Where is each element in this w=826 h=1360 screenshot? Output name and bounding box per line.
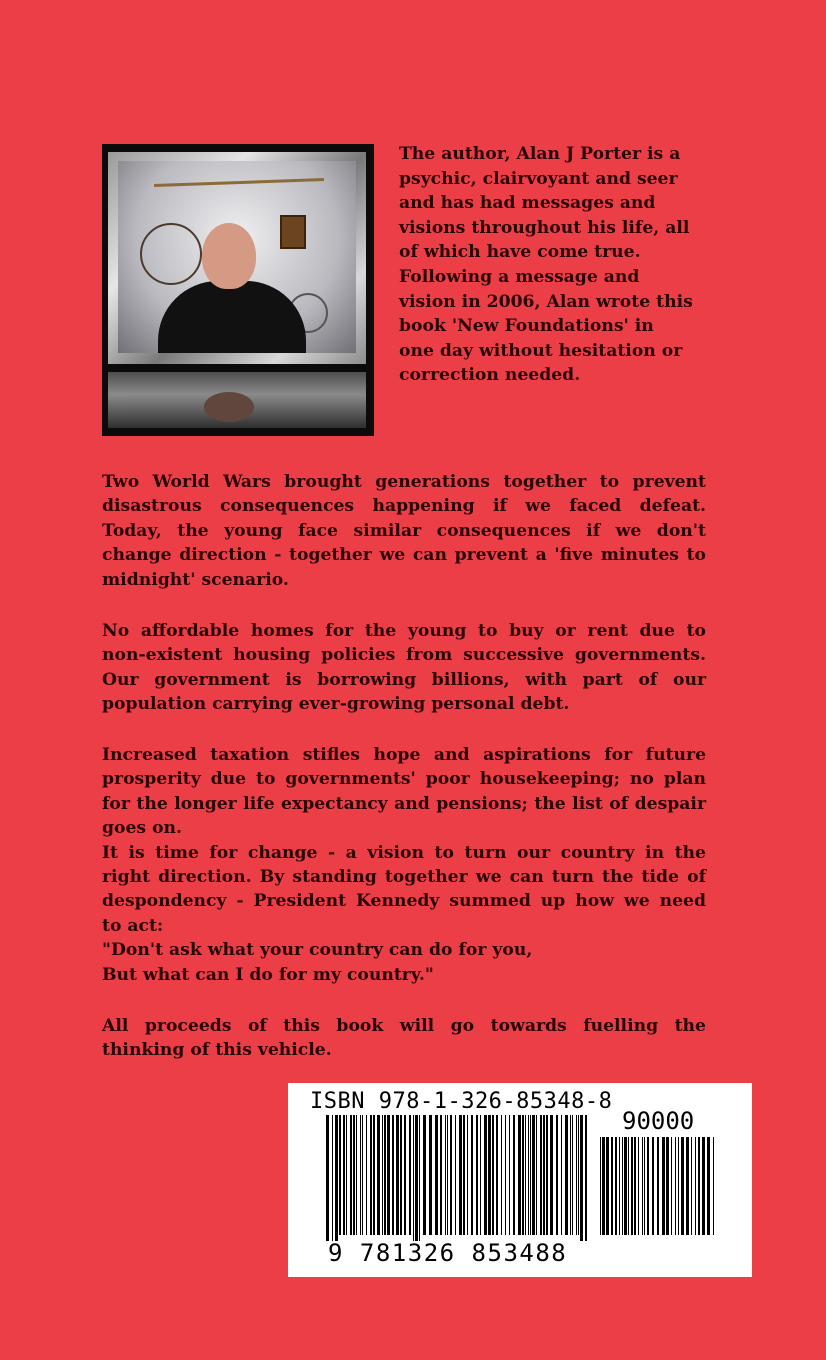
barcode-bar (686, 1137, 689, 1235)
barcode-bar (691, 1137, 692, 1235)
paragraph-housing (102, 619, 706, 717)
barcode-bar (578, 1115, 579, 1235)
barcode-bar (370, 1115, 372, 1235)
barcode-bar (429, 1115, 432, 1235)
barcode-bar (707, 1137, 710, 1235)
barcode-bar (501, 1115, 502, 1235)
barcode-bar (572, 1115, 573, 1235)
barcode-bar (565, 1115, 568, 1235)
barcode-bar (459, 1115, 462, 1235)
barcode-bar (561, 1115, 562, 1235)
barcode-bar (409, 1115, 411, 1235)
barcode-bar (360, 1115, 361, 1235)
barcode-bar (343, 1115, 345, 1235)
text-line: Our government is borrowing billions, with part of our (102, 669, 706, 690)
barcode-bar (404, 1115, 406, 1235)
barcode-bar (576, 1115, 577, 1235)
photo-scene (118, 161, 356, 353)
barcode-bar (518, 1115, 521, 1235)
author-head (202, 223, 256, 289)
barcode-bar (647, 1137, 649, 1235)
barcode-bar (556, 1115, 558, 1235)
barcode-bar (440, 1115, 442, 1235)
barcode-bar (634, 1137, 636, 1235)
barcode-bar (611, 1137, 613, 1235)
barcode-bar (356, 1115, 357, 1235)
barcode-bar (631, 1137, 633, 1235)
barcode-bar (638, 1137, 639, 1235)
barcode-bar (471, 1115, 473, 1235)
barcode-bar (396, 1115, 399, 1235)
ean-barcode-bars (326, 1115, 588, 1241)
text-line: goes on. (102, 818, 183, 839)
barcode-bar (346, 1115, 347, 1235)
barcode-bar (353, 1115, 355, 1235)
quote-line: But what can I do for my country." (102, 964, 434, 985)
author-bio: The author, Alan J Porter is a psychic, clairvoyant and seer and has had messages and visions throughout his life, all of which have come true. Following a message and vision in 2006, Alan wrote this book 'New Foundations' in one day without hesitation or correction needed. (399, 144, 693, 386)
price-code: 90000 (622, 1107, 695, 1135)
paragraph-world-wars (102, 470, 706, 592)
barcode-bar (536, 1115, 537, 1235)
barcode-bar (450, 1115, 452, 1235)
barcode-bar (332, 1115, 333, 1241)
barcode-bar (624, 1137, 627, 1235)
reflection-head (204, 392, 254, 422)
barcode-bar (339, 1115, 341, 1235)
text-line: disastrous consequences happening if we faced defeat. (102, 496, 706, 517)
barcode-bar (400, 1115, 402, 1235)
barcode-bar (615, 1137, 617, 1235)
text-line: Today, the young face similar consequences if we don't (102, 520, 706, 541)
barcode-bar (326, 1115, 329, 1241)
barcode-bar (525, 1115, 526, 1235)
barcode-bar (423, 1115, 426, 1235)
barcode-bar (415, 1115, 418, 1241)
barcode-bar (702, 1137, 705, 1235)
barcode-bar (445, 1115, 446, 1235)
barcode-bar (463, 1115, 465, 1235)
barcode-bar (622, 1137, 623, 1235)
text-line: Increased taxation stifles hope and aspirations for future (102, 745, 706, 765)
wall-picture (280, 215, 306, 249)
barcode-bar (528, 1115, 529, 1235)
isbn-barcode (288, 1083, 752, 1277)
barcode-bar (492, 1115, 494, 1235)
barcode-bar (543, 1115, 545, 1235)
text-line: population carrying ever-growing personal debt. (102, 694, 570, 715)
barcode-bar (713, 1137, 714, 1235)
barcode-bar (435, 1115, 438, 1235)
isbn-label: ISBN 978-1-326-85348-8 (310, 1089, 613, 1114)
barcode-bar (602, 1137, 605, 1235)
barcode-bar (496, 1115, 498, 1235)
barcode-bar (550, 1115, 553, 1235)
barcode-bar (657, 1137, 659, 1235)
text-line: for the longer life expectancy and pensions; the list of despair (102, 793, 706, 814)
barcode-bar (570, 1115, 571, 1235)
barcode-bar (585, 1115, 587, 1241)
barcode-bar (662, 1137, 665, 1235)
quote-line: "Don't ask what your country can do for you, (102, 940, 533, 961)
text-line: midnight' scenario. (102, 569, 289, 590)
barcode-bar (644, 1137, 645, 1235)
barcode-bar (350, 1115, 352, 1235)
barcode-bar (377, 1115, 380, 1235)
barcode-bar (530, 1115, 531, 1235)
barcode-bar (546, 1115, 548, 1235)
barcode-bar (695, 1137, 696, 1235)
barcode-bar (532, 1115, 535, 1235)
barcode-bar (476, 1115, 478, 1235)
author-photo (102, 144, 374, 436)
barcode-bar (484, 1115, 487, 1235)
barcode-bar (540, 1115, 542, 1235)
text-line: It is time for change - a vision to turn our country in the (102, 842, 706, 863)
text-line: despondency - President Kennedy summed up how we need (102, 891, 706, 912)
barcode-bar (455, 1115, 456, 1235)
barcode-bar (580, 1115, 583, 1241)
paragraph-proceeds (102, 1014, 706, 1063)
barcode-bar (384, 1115, 386, 1235)
barcode-bar (362, 1115, 363, 1235)
text-line: change direction - together we can prevent a 'five minutes to (102, 545, 706, 566)
text-line: prosperity due to governments' poor housekeeping; no plan (102, 769, 706, 790)
barcode-bar (671, 1137, 672, 1235)
barcode-bar (606, 1137, 609, 1235)
paragraph-taxation (102, 743, 706, 987)
barcode-bar (467, 1115, 468, 1235)
photo-frame (108, 152, 366, 364)
barcode-bar (488, 1115, 491, 1235)
barcode-bar (678, 1137, 679, 1235)
barcode-bar (419, 1115, 420, 1241)
text-line: Two World Wars brought generations together to prevent (102, 472, 706, 492)
text-line: to act: (102, 915, 164, 936)
dreamcatcher (140, 223, 202, 285)
text-line: right direction. By standing together we can turn the tide of (102, 867, 706, 888)
barcode-bar (642, 1137, 643, 1235)
barcode-bar (480, 1115, 481, 1235)
barcode-bar (619, 1137, 620, 1235)
text-line: non-existent housing policies from successive governments. (102, 645, 706, 666)
barcode-bar (652, 1137, 654, 1235)
barcode-bar (628, 1137, 629, 1235)
barcode-bar (413, 1115, 414, 1241)
text-line: No affordable homes for the young to buy or rent due to (102, 621, 706, 641)
barcode-bar (447, 1115, 448, 1235)
barcode-bar (509, 1115, 510, 1235)
barcode-bar (522, 1115, 524, 1235)
barcode-bar (505, 1115, 506, 1235)
barcode-bar (600, 1137, 601, 1235)
barcode-bar (698, 1137, 700, 1235)
barcode-bar (392, 1115, 394, 1235)
barcode-bar (675, 1137, 676, 1235)
ean-digits: 9 781326 853488 (328, 1239, 568, 1267)
barcode-bar (513, 1115, 515, 1235)
text-line: All proceeds of this book will go towards fuelling the (102, 1016, 706, 1036)
barcode-bar (666, 1137, 669, 1235)
barcode-bar (335, 1115, 338, 1241)
photo-reflection (108, 372, 366, 428)
barcode-bar (373, 1115, 375, 1235)
text-line: thinking of this vehicle. (102, 1040, 332, 1061)
hanging-rod (154, 178, 324, 187)
barcode-bar (366, 1115, 367, 1235)
barcode-bar (382, 1115, 383, 1235)
barcode-bar (681, 1137, 684, 1235)
author-body (158, 281, 306, 353)
addon-barcode-bars (600, 1137, 718, 1241)
barcode-bar (387, 1115, 390, 1235)
